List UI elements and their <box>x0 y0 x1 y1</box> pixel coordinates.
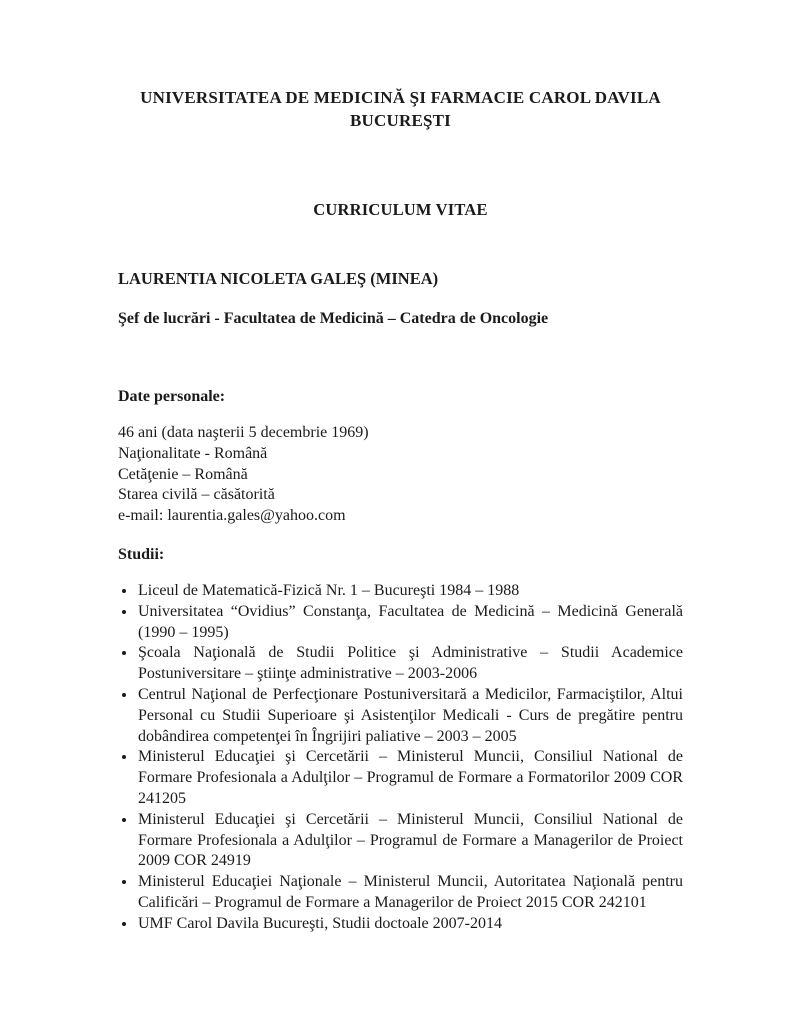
study-item: • Universitatea “Ovidius” Constanţa, Facultatea de Medicină – Medicină Generală (1990 – 1995) <box>137 602 683 644</box>
person-name: LAURENTIA NICOLETA GALEŞ (MINEA) <box>118 269 439 288</box>
university-title-line1: UNIVERSITATEA DE MEDICINĂ ŞI FARMACIE CAROL DAVILA <box>140 88 661 107</box>
study-item: • Şcoala Naţională de Studii Politice şi Administrative – Studii Academice Postuniversitare – ştiinţe administrative – 2003-2006 <box>137 643 683 685</box>
studies-list <box>118 581 683 935</box>
personal-line-email: e-mail: laurentia.gales@yahoo.com <box>118 507 346 525</box>
study-item: • Ministerul Educaţiei Naţionale – Ministerul Muncii, Autoritatea Naţională pentru Calificări – Programul de Formare a Managerilor de Proiect 2015 COR 242101 <box>137 872 683 914</box>
studies-heading: Studii: <box>118 545 165 563</box>
personal-data-list <box>118 423 683 527</box>
personal-line-citizenship: Cetăţenie – Română <box>118 465 248 483</box>
personal-line-nationality: Naţionalitate - Română <box>118 444 268 462</box>
personal-line-marital: Starea civilă – căsătorită <box>118 486 275 504</box>
study-item: • Liceul de Matematică-Fizică Nr. 1 – Bucureşti 1984 – 1988 <box>137 581 683 602</box>
study-item: • UMF Carol Davila Bucureşti, Studii doctoale 2007-2014 <box>137 914 683 935</box>
study-item: • Centrul Naţional de Perfecţionare Postuniversitară a Medicilor, Farmaciştilor, Altui Personal cu Studii Superioare şi Asistenţilor Medicali - Curs de pregătire pentru dobândirea competenţei în Îngrijiri paliative – 2003 – 2005 <box>137 685 683 747</box>
personal-line-age: 46 ani (data naşterii 5 decembrie 1969) <box>118 424 369 441</box>
personal-data-heading: Date personale: <box>118 388 226 405</box>
study-item: • Ministerul Educaţiei şi Cercetării – Ministerul Muncii, Consiliul National de Formare Profesionala a Adulţilor – Programul de Formare a Formatorilor 2009 COR 241205 <box>137 747 683 809</box>
document-header <box>118 86 683 132</box>
university-title-line2: BUCUREŞTI <box>350 111 451 130</box>
person-role: Şef de lucrări - Facultatea de Medicină – Catedra de Oncologie <box>118 310 549 327</box>
study-item: • Ministerul Educaţiei şi Cercetării – Ministerul Muncii, Consiliul National de Formare Profesionala a Adulţilor – Programul de Formare a Managerilor de Proiect 2009 COR 24919 <box>137 810 683 872</box>
document-title: CURRICULUM VITAE <box>313 200 488 219</box>
